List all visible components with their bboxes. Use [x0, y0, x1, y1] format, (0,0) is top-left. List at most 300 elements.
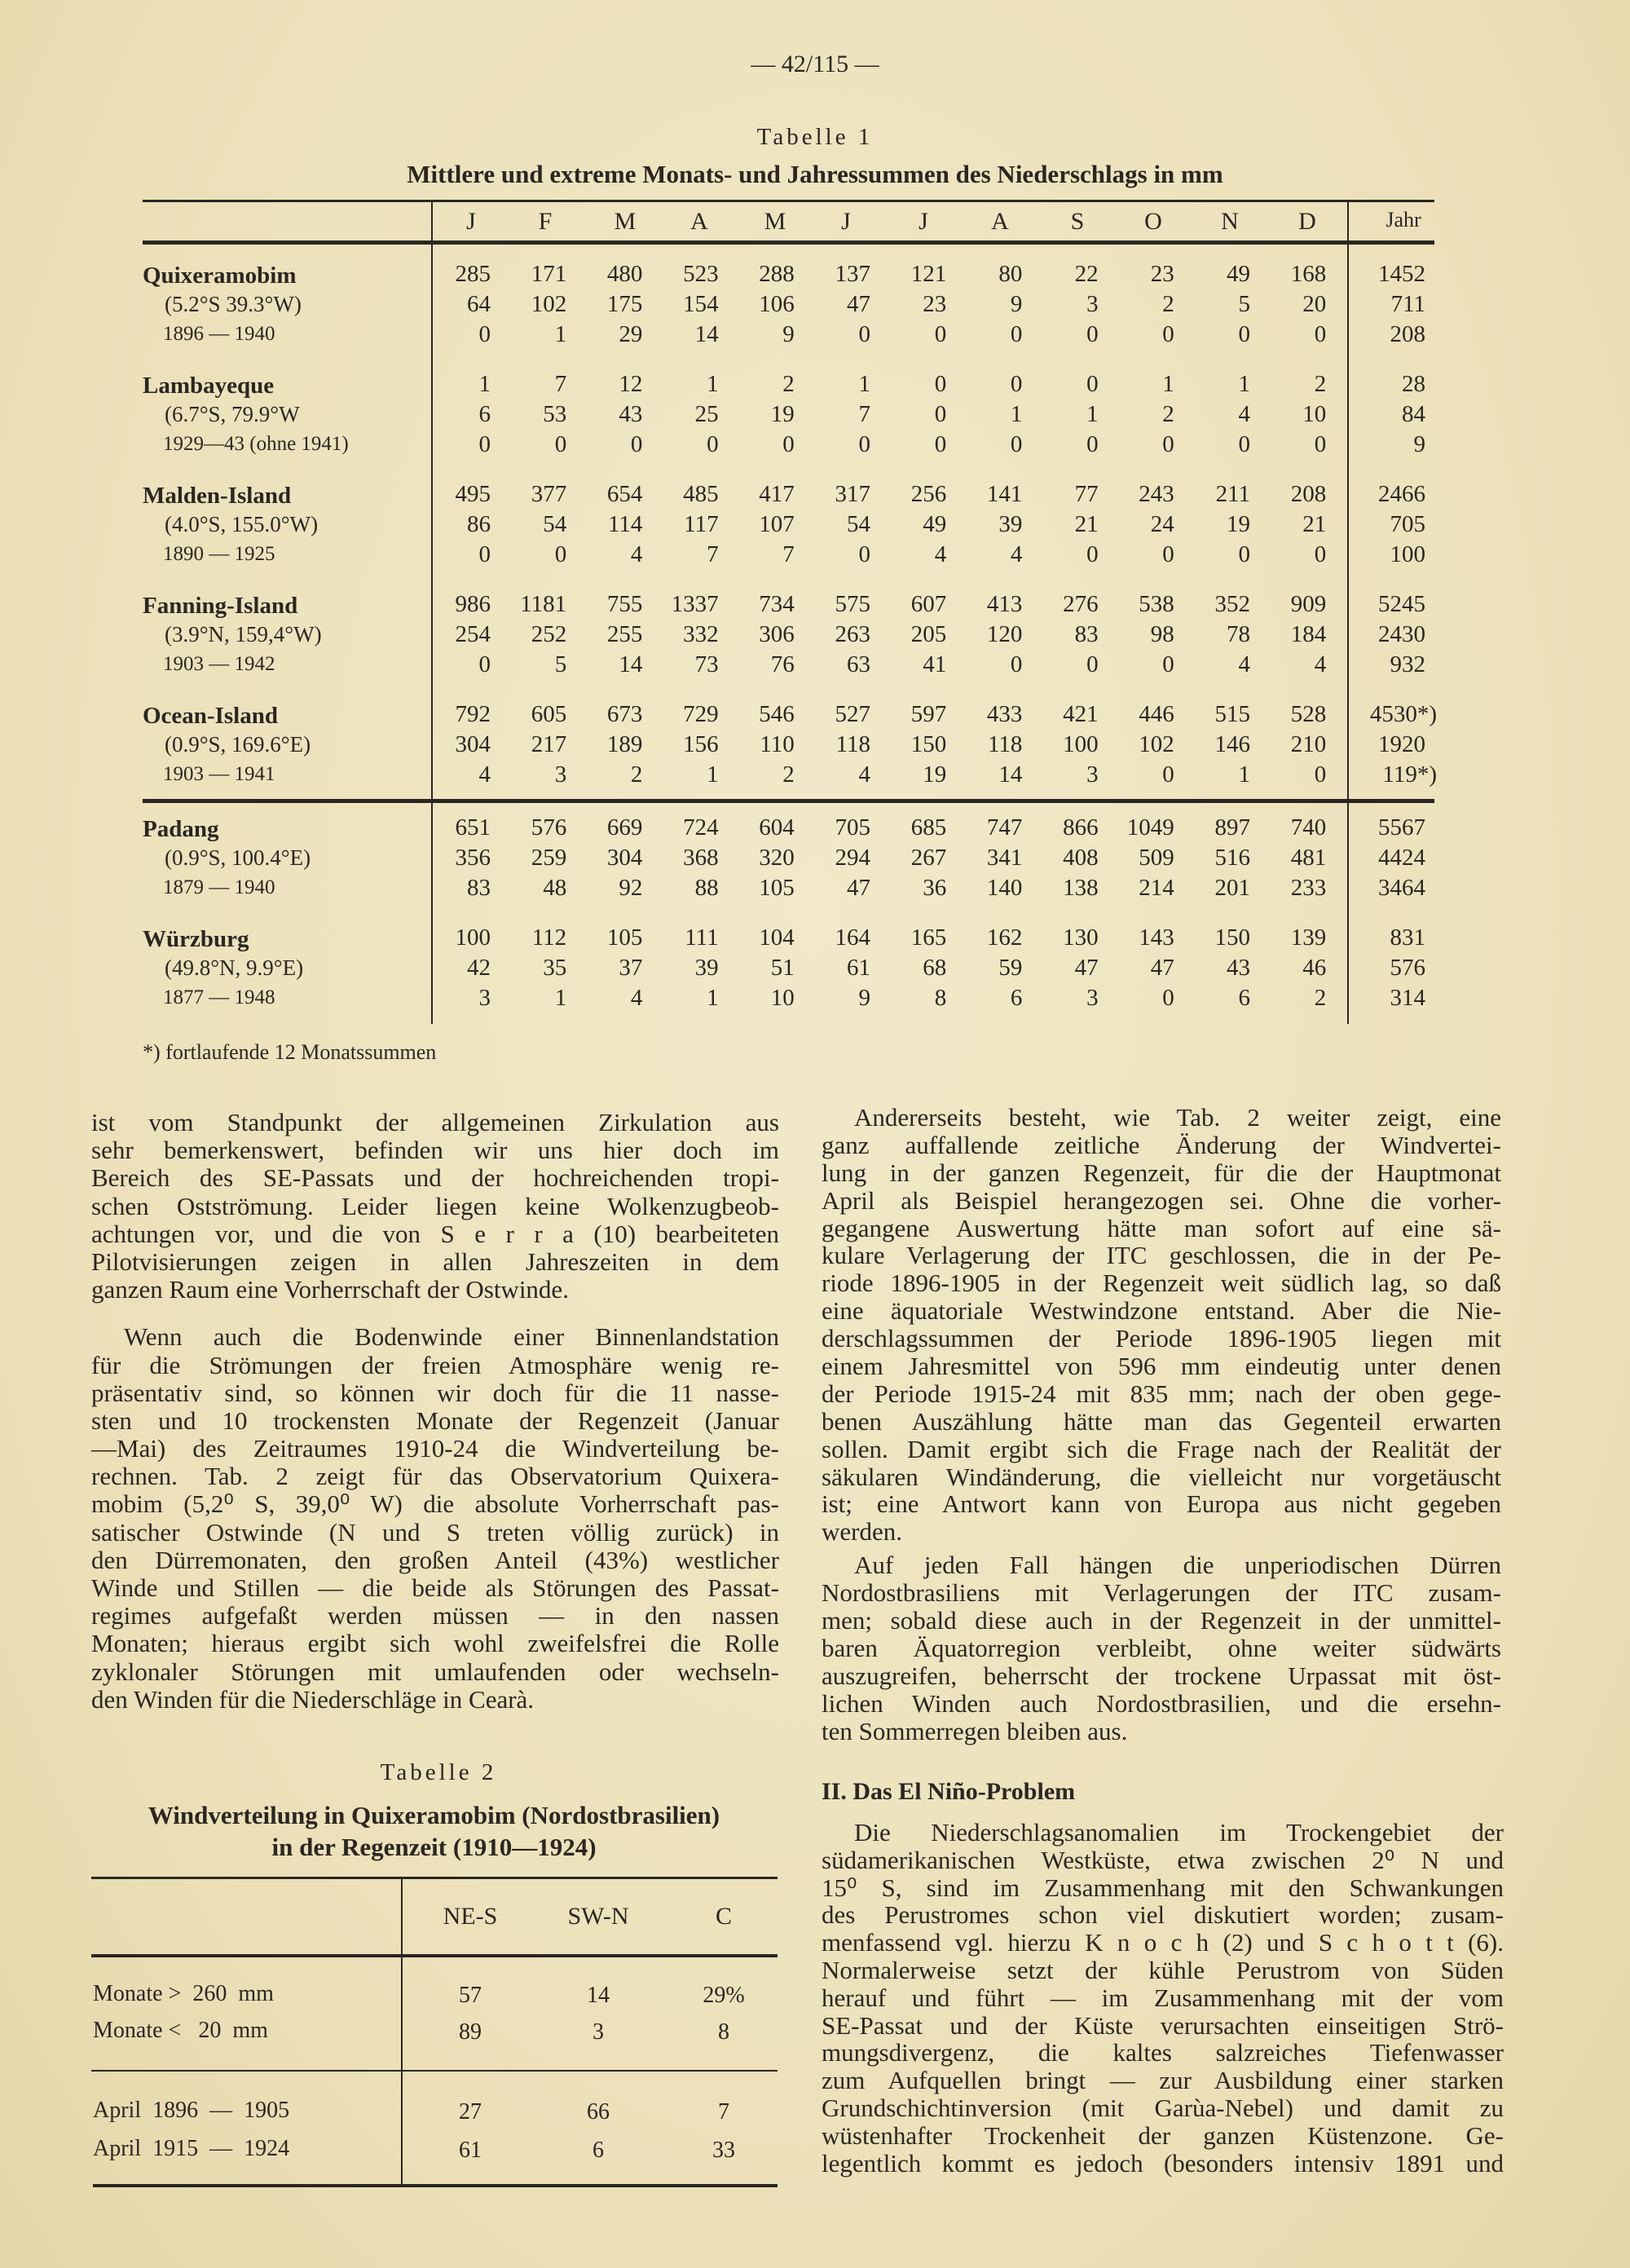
table-cell: 0 [934, 371, 947, 397]
table-cell: 130 [1063, 924, 1099, 951]
text-line: riode 1896-1905 in der Regenzeit weit südlich lag, so daß [822, 1269, 1501, 1298]
table-cell: 576 [1390, 955, 1425, 981]
table-cell: 408 [1063, 845, 1099, 871]
table-cell: 417 [759, 481, 795, 507]
table-cell: 1 [554, 321, 567, 347]
table-cell: 1 [1238, 761, 1250, 788]
row-label: Monate > 260 mm [93, 1981, 274, 2006]
table-cell: 35 [543, 955, 567, 981]
station-coordinates: (5.2°S 39.3°W) [165, 292, 302, 316]
paragraph [822, 1551, 1501, 1745]
station-period: 1890 — 1925 [163, 543, 275, 565]
table-cell: 102 [531, 291, 567, 317]
station-coordinates: (0.9°S, 169.6°E) [165, 732, 311, 757]
table-cell: 98 [1150, 621, 1174, 647]
table-cell: 41 [923, 651, 947, 677]
table-cell: 0 [1086, 321, 1099, 347]
table-cell: 54 [847, 511, 870, 537]
table-cell: 1 [1010, 401, 1023, 427]
table-cell: 7 [707, 541, 719, 567]
table-cell: 0 [1162, 431, 1174, 457]
table-cell: 3 [593, 2019, 604, 2045]
table-cell: 0 [554, 541, 567, 567]
table-cell: 3464 [1378, 875, 1425, 901]
text-line: eine äquatoriale Westwindzone entstand. Aber die Nie- [822, 1296, 1501, 1326]
table-cell: 740 [1290, 814, 1327, 841]
table-cell: 9 [1010, 291, 1023, 317]
table-cell: 4 [630, 541, 643, 567]
row-label: April 1915 — 1924 [93, 2136, 290, 2161]
text-line: rechnen. Tab. 2 zeigt für das Observatorium Quixera- [91, 1462, 779, 1491]
table-cell: 1181 [520, 591, 567, 617]
station-name: Würzburg [143, 926, 249, 952]
table-cell: 51 [770, 955, 795, 981]
table-cell: 162 [986, 924, 1023, 951]
table-cell: 481 [1290, 845, 1327, 871]
text-line: für die Strömungen der freien Atmosphäre wenig re- [91, 1350, 779, 1379]
table-cell: 341 [986, 845, 1023, 871]
table-cell: 1452 [1378, 261, 1425, 287]
table-cell: 9 [782, 321, 795, 347]
table-cell: 0 [1010, 651, 1023, 677]
text-line: des Perustromes schon viel diskutiert worden; zusam- [822, 1900, 1504, 1930]
table-cell: 0 [782, 431, 795, 457]
table-cell: 137 [835, 261, 870, 287]
table-cell: 4 [934, 541, 947, 567]
station-name: Quixeramobim [143, 263, 297, 289]
table-cell: 0 [1314, 761, 1327, 788]
table-cell: 39 [998, 511, 1023, 537]
table-cell: 0 [478, 541, 491, 567]
table-cell: 208 [1290, 481, 1327, 507]
column-header: J [466, 208, 476, 235]
text-line: menfassend vgl. hierzu K n o c h (2) und S c h o t t (6). [822, 1928, 1504, 1957]
table2-label-divider [401, 1878, 403, 2185]
table-cell: 352 [1214, 591, 1250, 617]
table1-header-rule [143, 240, 1434, 245]
table-cell: 233 [1290, 875, 1327, 901]
column-header: C [715, 1903, 732, 1930]
text-line: säkularen Windänderung, die vielleicht nur vorgetäuscht [822, 1462, 1501, 1491]
table-cell: 831 [1390, 924, 1425, 951]
table-cell: 59 [998, 955, 1023, 981]
table2-bottom-rule [93, 2184, 778, 2187]
table-cell: 1 [707, 371, 719, 397]
station-period: 1903 — 1942 [163, 653, 275, 675]
table-cell: 495 [455, 481, 491, 507]
table-cell: 527 [835, 701, 870, 727]
table-cell: 1 [1086, 401, 1099, 427]
table-cell: 23 [923, 291, 947, 317]
table2-caption: Tabelle 2 [380, 1759, 497, 1785]
table-cell: 100 [1390, 541, 1425, 567]
table-cell: 433 [986, 701, 1023, 727]
table-cell: 6 [593, 2138, 604, 2163]
table-cell: 117 [684, 511, 719, 537]
table-cell: 294 [835, 845, 870, 871]
table-cell: 0 [1238, 541, 1250, 567]
table-cell: 2466 [1378, 481, 1425, 507]
table-cell: 368 [683, 845, 719, 871]
table-cell: 332 [683, 621, 719, 647]
table-cell: 0 [1086, 431, 1099, 457]
text-line: der Periode 1915-24 mit 835 mm; nach der oben gege- [822, 1379, 1501, 1408]
table-cell: 76 [770, 651, 795, 677]
table-cell: 47 [847, 291, 870, 317]
table-cell: 4 [630, 985, 643, 1011]
table-cell: 356 [455, 845, 491, 871]
column-header: A [690, 208, 708, 235]
table-cell: 100 [455, 924, 491, 951]
station-period: 1877 — 1948 [163, 986, 275, 1008]
table-cell: 66 [587, 2099, 610, 2125]
text-line: einem Jahresmittel von 596 mm eindeutig unter denen [822, 1352, 1501, 1381]
table2-header-rule [91, 1954, 778, 1957]
table-cell: 9 [858, 985, 870, 1011]
table-cell: 747 [986, 814, 1023, 841]
table-cell: 20 [1302, 291, 1327, 317]
table-cell: 3 [1086, 291, 1099, 317]
station-coordinates: (49.8°N, 9.9°E) [165, 955, 304, 980]
table-cell: 154 [683, 291, 719, 317]
table-cell: 139 [1290, 924, 1327, 951]
text-line: ten Sommerregen bleiben aus. [822, 1716, 1128, 1745]
table1-year-divider [1347, 201, 1349, 1024]
table-cell: 37 [619, 955, 643, 981]
table-cell: 33 [712, 2138, 735, 2163]
station-name: Lambayeque [143, 373, 275, 399]
table-cell: 175 [606, 291, 643, 317]
column-header: J [841, 208, 851, 235]
table-cell: 48 [543, 875, 567, 901]
paragraph [822, 1819, 1504, 2177]
table-cell: 7 [782, 541, 795, 567]
table-cell: 4 [1010, 541, 1023, 567]
table-cell: 114 [607, 511, 643, 537]
text-line: Winde und Stillen — die beide als Störungen des Passat- [91, 1573, 779, 1602]
table-cell: 2 [1162, 401, 1174, 427]
table-cell: 711 [1390, 291, 1425, 317]
text-line: sehr bemerkenswert, befinden wir uns hier doch im [91, 1136, 779, 1165]
paragraph [822, 1104, 1501, 1546]
table-cell: 184 [1290, 621, 1327, 647]
table-cell: 1 [858, 371, 870, 397]
table-cell: 201 [1214, 875, 1250, 901]
table-cell: 61 [847, 955, 870, 981]
table-cell: 986 [455, 591, 491, 617]
table-cell: 14 [619, 651, 643, 677]
text-line: südamerikanischen Westküste, etwa zwischen 2⁰ N und [822, 1845, 1504, 1874]
text-line: —Mai) des Zeitraumes 1910-24 die Windverteilung be- [91, 1434, 779, 1463]
table-cell: 252 [531, 621, 567, 647]
column-header: M [764, 208, 786, 235]
table-cell: 64 [467, 291, 491, 317]
text-line: benen Auszählung hätte man das Gegenteil erwarten [822, 1406, 1501, 1436]
table-cell: 28 [1402, 371, 1425, 397]
table-cell: 2 [1314, 985, 1327, 1011]
paragraph [91, 1323, 779, 1714]
table-cell: 49 [923, 511, 947, 537]
table-cell: 189 [606, 731, 643, 757]
column-header: J [919, 208, 928, 235]
table-cell: 214 [1139, 875, 1174, 901]
table-cell: 19 [770, 401, 795, 427]
text-line: auszugreifen, beherrscht der trockene Urpassat mit öst- [822, 1661, 1501, 1690]
table-cell: 25 [694, 401, 719, 427]
table-cell: 19 [1227, 511, 1250, 537]
table-cell: 86 [467, 511, 491, 537]
table-cell: 4 [1238, 651, 1250, 677]
table-cell: 205 [910, 621, 947, 647]
text-line: Auf jeden Fall hängen die unperiodischen Dürren [854, 1551, 1501, 1580]
table-cell: 0 [1238, 431, 1250, 457]
table-cell: 4530*) [1369, 701, 1437, 727]
table-cell: 0 [1162, 985, 1174, 1011]
text-line: Andererseits besteht, wie Tab. 2 weiter zeigt, eine [854, 1103, 1501, 1132]
table-cell: 314 [1390, 985, 1425, 1011]
table1-top-rule [143, 200, 1434, 202]
table-cell: 4 [858, 761, 870, 788]
station-coordinates: (6.7°S, 79.9°W [165, 402, 300, 426]
text-line: sten und 10 trockensten Monate der Regenzeit (Januar [91, 1405, 779, 1435]
text-line: herauf und führt — im Zusammenhang mit der vom [822, 1983, 1504, 2012]
table-cell: 0 [934, 321, 947, 347]
table-cell: 377 [531, 481, 567, 507]
text-line: derschlagssummen der Periode 1896-1905 liegen mit [822, 1324, 1501, 1353]
table-cell: 254 [455, 621, 491, 647]
table-cell: 932 [1390, 651, 1425, 677]
table-cell: 110 [760, 731, 795, 757]
table-cell: 446 [1139, 701, 1174, 727]
table-cell: 597 [910, 701, 947, 727]
table-cell: 523 [683, 261, 719, 287]
table-cell: 909 [1290, 591, 1327, 617]
table-cell: 21 [1074, 511, 1099, 537]
table-cell: 546 [759, 701, 795, 727]
table-cell: 669 [606, 814, 643, 841]
table-cell: 84 [1402, 401, 1425, 427]
table-cell: 3 [478, 985, 491, 1011]
table-cell: 1 [707, 985, 719, 1011]
table-cell: 0 [1162, 761, 1174, 788]
table-cell: 0 [1086, 541, 1099, 567]
text-line: legentlich kommt es jedoch (besonders intensiv 1891 und [822, 2148, 1504, 2178]
station-coordinates: (4.0°S, 155.0°W) [165, 512, 319, 536]
table-cell: 61 [459, 2138, 482, 2163]
right-text-column-bottom [822, 1819, 1504, 2177]
text-line: den Winden für die Niederschläge in Cearà. [91, 1684, 535, 1714]
table-cell: 421 [1063, 701, 1099, 727]
table-cell: 57 [459, 1983, 482, 2008]
paragraph [91, 1109, 779, 1304]
table-cell: 217 [531, 731, 567, 757]
table-cell: 1 [554, 985, 567, 1011]
right-text-column-top [822, 1104, 1501, 1745]
table-cell: 0 [554, 431, 567, 457]
table-cell: 0 [1086, 651, 1099, 677]
text-line: achtungen vor, und die von S e r r a (10) bearbeiteten [91, 1219, 779, 1248]
table2-mid-rule [91, 2070, 778, 2072]
table-cell: 118 [835, 731, 870, 757]
column-header: SW-N [567, 1903, 629, 1930]
table-cell: 121 [910, 261, 947, 287]
table-cell: 306 [759, 621, 795, 647]
table-cell: 105 [606, 924, 643, 951]
table-cell: 1337 [671, 591, 719, 617]
table-cell: 92 [619, 875, 643, 901]
table-cell: 7 [858, 401, 870, 427]
table-cell: 10 [1302, 401, 1327, 427]
station-coordinates: (3.9°N, 159,4°W) [165, 622, 322, 646]
table-cell: 605 [531, 701, 567, 727]
table-cell: 19 [923, 761, 947, 788]
table-cell: 3 [1086, 985, 1099, 1011]
table-cell: 80 [998, 261, 1023, 287]
table-cell: 10 [770, 985, 795, 1011]
text-line: ist; eine Antwort kann von Europa aus nicht gegeben [822, 1489, 1501, 1519]
table-cell: 792 [455, 701, 491, 727]
table-cell: 49 [1227, 261, 1250, 287]
table-cell: 0 [1162, 321, 1174, 347]
text-line: mungsdivergenz, die kaltes salzreiches Tiefenwasser [822, 2038, 1504, 2067]
table-cell: 12 [619, 371, 643, 397]
table-cell: 211 [1215, 481, 1250, 507]
table-cell: 256 [910, 481, 947, 507]
text-line: satischer Ostwinde (N und S treten völlig zurück) in [91, 1517, 779, 1547]
table-cell: 88 [694, 875, 719, 901]
column-header: O [1144, 208, 1162, 235]
text-line: men; sobald diese auch in der Regenzeit in der unmittel- [822, 1606, 1501, 1635]
text-line: lung in der ganzen Regenzeit, für die der Hauptmonat [822, 1158, 1501, 1187]
table-cell: 29 [619, 321, 643, 347]
table-cell: 14 [694, 321, 719, 347]
table-cell: 0 [478, 321, 491, 347]
table-cell: 168 [1290, 261, 1327, 287]
table-cell: 89 [459, 2019, 482, 2045]
column-header: M [614, 208, 637, 235]
table-cell: 146 [1214, 731, 1250, 757]
table-cell: 42 [467, 955, 491, 981]
table-cell: 0 [1010, 431, 1023, 457]
table-cell: 516 [1214, 845, 1250, 871]
text-line: 15⁰ S, sind im Zusammenhang mit den Schwankungen [822, 1873, 1504, 1902]
table-cell: 4 [478, 761, 491, 788]
table-cell: 141 [986, 481, 1023, 507]
table-cell: 106 [759, 291, 795, 317]
text-line: den Dürremonaten, den großen Anteil (43%) westlicher [91, 1545, 779, 1574]
station-period: 1929—43 (ohne 1941) [163, 433, 349, 455]
table-cell: 9 [1413, 431, 1425, 457]
table-cell: 102 [1139, 731, 1174, 757]
table-cell: 0 [934, 401, 947, 427]
table-cell: 0 [1162, 651, 1174, 677]
text-line: April als Beispiel herangezogen sei. Ohne die vorher- [822, 1185, 1501, 1215]
table-cell: 2 [630, 761, 643, 788]
table-cell: 0 [934, 431, 947, 457]
table-cell: 73 [694, 651, 719, 677]
text-line: Pilotvisierungen zeigen in allen Jahreszeiten in dem [91, 1247, 779, 1276]
table-cell: 171 [531, 261, 567, 287]
table-cell: 685 [910, 814, 947, 841]
table-cell: 14 [998, 761, 1023, 788]
table-cell: 3 [554, 761, 567, 788]
table-cell: 4424 [1378, 845, 1425, 871]
table-cell: 2 [782, 371, 795, 397]
table-cell: 304 [455, 731, 491, 757]
table2-title-line2: in der Regenzeit (1910—1924) [271, 1833, 597, 1861]
table-cell: 83 [467, 875, 491, 901]
table-cell: 724 [683, 814, 719, 841]
station-name: Malden-Island [143, 483, 292, 509]
text-line: wüstenhafter Trockenheit der ganzen Küstenzone. Ge- [822, 2120, 1504, 2150]
table-cell: 485 [683, 481, 719, 507]
text-line: werden. [822, 1517, 902, 1547]
table-cell: 5 [1238, 291, 1250, 317]
text-line: Wenn auch die Bodenwinde einer Binnenlandstation [124, 1322, 779, 1352]
table-cell: 729 [683, 701, 719, 727]
table-cell: 288 [759, 261, 795, 287]
table-cell: 43 [1227, 955, 1250, 981]
table-cell: 0 [1314, 431, 1327, 457]
table-cell: 2 [1162, 291, 1174, 317]
table-cell: 29% [703, 1983, 745, 2008]
table-cell: 68 [923, 955, 947, 981]
table-cell: 150 [910, 731, 947, 757]
text-line: Bereich des SE-Passats und der hochreichenden tropi- [91, 1163, 779, 1193]
text-line: Nordostbrasiliens mit Verlagerungen der ITC zusam- [822, 1578, 1501, 1608]
table-cell: 0 [630, 431, 643, 457]
table-cell: 755 [606, 591, 643, 617]
table-cell: 0 [478, 431, 491, 457]
table-cell: 654 [606, 481, 643, 507]
table-cell: 156 [683, 731, 719, 757]
table-cell: 515 [1214, 701, 1250, 727]
table-cell: 2 [782, 761, 795, 788]
table-cell: 43 [619, 401, 643, 427]
table-cell: 53 [543, 401, 567, 427]
table-cell: 317 [835, 481, 870, 507]
table-cell: 0 [1010, 321, 1023, 347]
table1-caption: Tabelle 1 [756, 124, 874, 150]
table-cell: 107 [759, 511, 795, 537]
row-label: April 1896 — 1905 [93, 2098, 290, 2123]
station-name: Fanning-Island [143, 593, 298, 619]
table-cell: 705 [1390, 511, 1425, 537]
table-cell: 23 [1150, 261, 1174, 287]
table-cell: 7 [718, 2099, 729, 2125]
column-header: F [538, 208, 553, 235]
table-cell: 150 [1214, 924, 1250, 951]
text-line: gegangene Auswertung hätte man sofort auf eine sä- [822, 1213, 1501, 1242]
table-cell: 143 [1139, 924, 1174, 951]
text-line: Monaten; hieraus ergibt sich wohl zweifelsfrei die Rolle [91, 1629, 779, 1658]
table-cell: 0 [858, 321, 870, 347]
table-cell: 538 [1139, 591, 1174, 617]
table-cell: 1 [478, 371, 491, 397]
table-cell: 304 [606, 845, 643, 871]
table1-title: Mittlere und extreme Monats- und Jahressummen des Niederschlags in mm [407, 160, 1223, 188]
table-cell: 1049 [1126, 814, 1174, 841]
station-period: 1896 — 1940 [163, 323, 275, 345]
table-cell: 5567 [1378, 814, 1425, 841]
section-heading: II. Das El Niño-Problem [822, 1778, 1076, 1805]
table-cell: 2 [1314, 371, 1327, 397]
table-cell: 111 [685, 924, 719, 951]
text-line: schen Ostströmung. Leider liegen keine Wolkenzugbeob- [91, 1191, 779, 1220]
table-cell: 0 [858, 431, 870, 457]
table-cell: 6 [478, 401, 491, 427]
page-number: — 42/115 — [751, 51, 879, 77]
